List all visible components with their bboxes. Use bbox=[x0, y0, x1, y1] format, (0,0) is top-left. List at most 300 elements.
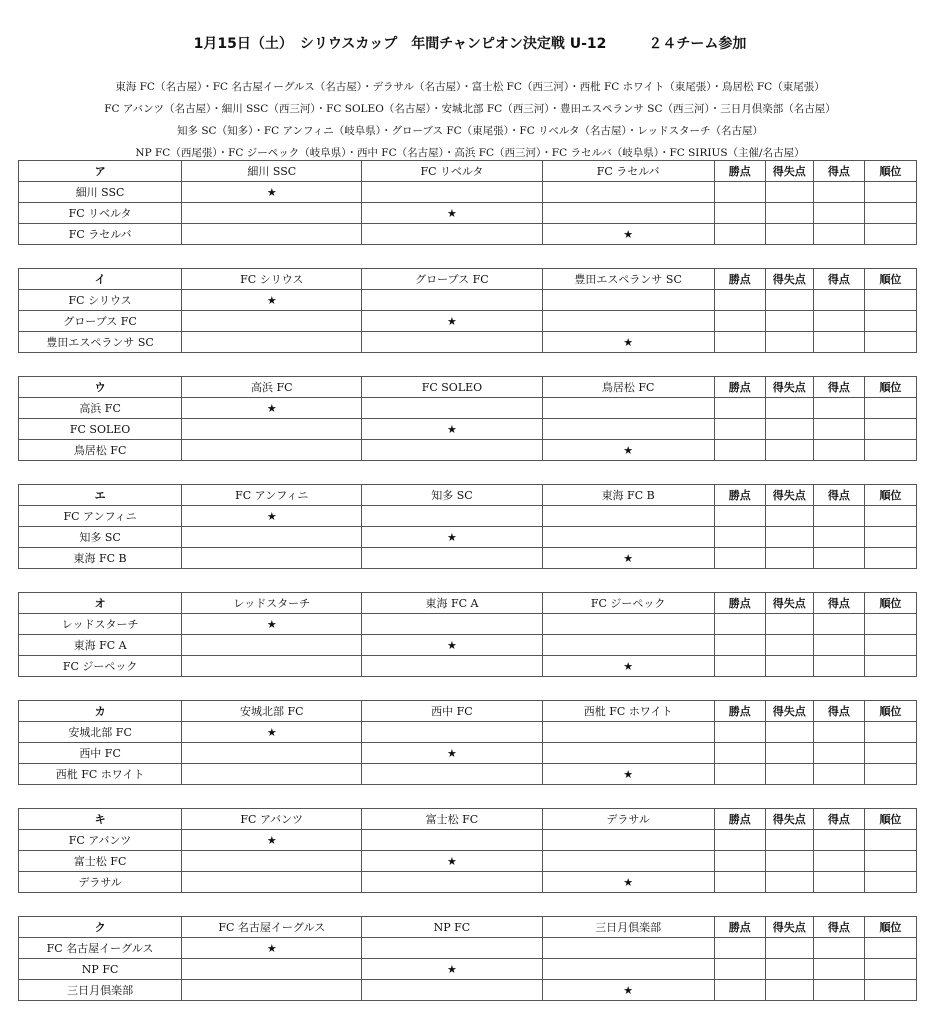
stat-cell bbox=[714, 506, 765, 527]
stat-cell bbox=[813, 872, 864, 893]
result-cell bbox=[542, 506, 714, 527]
table-row bbox=[19, 980, 917, 1001]
stat-cell bbox=[864, 398, 916, 419]
team-row-label: 東海 FC B bbox=[19, 548, 182, 569]
team-row-label: FC SOLEO bbox=[19, 419, 182, 440]
stat-cell bbox=[864, 440, 916, 461]
stat-cell bbox=[864, 656, 916, 677]
stat-header: 勝点 bbox=[714, 809, 765, 830]
result-cell bbox=[182, 764, 362, 785]
result-cell bbox=[542, 938, 714, 959]
self-match-star: ★ bbox=[182, 398, 362, 419]
self-match-star: ★ bbox=[182, 182, 362, 203]
self-match-star: ★ bbox=[362, 743, 542, 764]
stat-header: 得点 bbox=[813, 485, 864, 506]
team-row-label: 東海 FC A bbox=[19, 635, 182, 656]
team-row-label: FC ジーペック bbox=[19, 656, 182, 677]
stat-cell bbox=[765, 419, 813, 440]
stat-cell bbox=[765, 290, 813, 311]
table-row bbox=[19, 656, 917, 677]
stat-cell bbox=[765, 656, 813, 677]
team-row-label: デラサル bbox=[19, 872, 182, 893]
self-match-star: ★ bbox=[362, 959, 542, 980]
self-match-star: ★ bbox=[362, 527, 542, 548]
stat-cell bbox=[714, 440, 765, 461]
stat-header: 得失点 bbox=[765, 809, 813, 830]
result-cell bbox=[182, 440, 362, 461]
self-match-star: ★ bbox=[362, 851, 542, 872]
result-cell bbox=[362, 332, 542, 353]
group-header-row bbox=[19, 485, 917, 506]
participants-list bbox=[0, 76, 940, 164]
stat-cell bbox=[864, 635, 916, 656]
stat-cell bbox=[813, 722, 864, 743]
stat-cell bbox=[813, 203, 864, 224]
stat-header: 得失点 bbox=[765, 485, 813, 506]
table-row bbox=[19, 398, 917, 419]
stat-cell bbox=[714, 938, 765, 959]
stat-cell bbox=[813, 548, 864, 569]
stat-cell bbox=[765, 872, 813, 893]
stat-header: 勝点 bbox=[714, 269, 765, 290]
team-column-header: 東海 FC A bbox=[362, 593, 542, 614]
group-header-row bbox=[19, 377, 917, 398]
stat-cell bbox=[813, 938, 864, 959]
stat-cell bbox=[714, 764, 765, 785]
stat-cell bbox=[864, 203, 916, 224]
stat-header: 得点 bbox=[813, 269, 864, 290]
result-cell bbox=[362, 614, 542, 635]
group-header-row bbox=[19, 269, 917, 290]
result-cell bbox=[542, 311, 714, 332]
stat-cell bbox=[714, 203, 765, 224]
stat-cell bbox=[864, 182, 916, 203]
stat-header: 得失点 bbox=[765, 161, 813, 182]
team-column-header: デラサル bbox=[542, 809, 714, 830]
team-column-header: FC リベルタ bbox=[362, 161, 542, 182]
stat-cell bbox=[765, 440, 813, 461]
page-title: 1月15日（土） シリウスカップ 年間チャンピオン決定戦 U-12 ２４チーム参加 bbox=[193, 36, 747, 52]
group-header-row bbox=[19, 809, 917, 830]
team-row-label: 知多 SC bbox=[19, 527, 182, 548]
stat-cell bbox=[813, 182, 864, 203]
table-row bbox=[19, 959, 917, 980]
stat-cell bbox=[714, 851, 765, 872]
stat-cell bbox=[714, 290, 765, 311]
result-cell bbox=[362, 656, 542, 677]
self-match-star: ★ bbox=[542, 872, 714, 893]
stat-header: 順位 bbox=[864, 917, 916, 938]
stat-cell bbox=[813, 506, 864, 527]
team-column-header: 東海 FC B bbox=[542, 485, 714, 506]
group-header-row bbox=[19, 917, 917, 938]
stat-cell bbox=[765, 722, 813, 743]
team-column-header: FC ラセルバ bbox=[542, 161, 714, 182]
team-column-header: 安城北部 FC bbox=[182, 701, 362, 722]
result-cell bbox=[362, 764, 542, 785]
team-column-header: FC アバンツ bbox=[182, 809, 362, 830]
team-row-label: FC リベルタ bbox=[19, 203, 182, 224]
self-match-star: ★ bbox=[542, 656, 714, 677]
team-row-label: 西枇 FC ホワイト bbox=[19, 764, 182, 785]
group-table bbox=[18, 808, 917, 893]
team-column-header: FC アンフィニ bbox=[182, 485, 362, 506]
stat-cell bbox=[813, 398, 864, 419]
stat-cell bbox=[813, 311, 864, 332]
result-cell bbox=[182, 656, 362, 677]
stat-cell bbox=[864, 851, 916, 872]
group-table bbox=[18, 160, 917, 245]
table-row bbox=[19, 614, 917, 635]
result-cell bbox=[182, 224, 362, 245]
table-row bbox=[19, 851, 917, 872]
stat-header: 順位 bbox=[864, 809, 916, 830]
stat-cell bbox=[714, 743, 765, 764]
stat-header: 勝点 bbox=[714, 917, 765, 938]
result-cell bbox=[362, 938, 542, 959]
stat-header: 得点 bbox=[813, 701, 864, 722]
team-column-header: 高浜 FC bbox=[182, 377, 362, 398]
stat-header: 得点 bbox=[813, 377, 864, 398]
table-row bbox=[19, 224, 917, 245]
result-cell bbox=[182, 548, 362, 569]
stat-header: 得失点 bbox=[765, 593, 813, 614]
result-cell bbox=[182, 635, 362, 656]
stat-cell bbox=[813, 614, 864, 635]
result-cell bbox=[362, 830, 542, 851]
stat-cell bbox=[714, 182, 765, 203]
stat-cell bbox=[714, 398, 765, 419]
result-cell bbox=[182, 527, 362, 548]
table-row bbox=[19, 764, 917, 785]
stat-cell bbox=[714, 959, 765, 980]
team-row-label: FC 名古屋イーグルス bbox=[19, 938, 182, 959]
group-letter: ア bbox=[19, 161, 182, 182]
group-header-row bbox=[19, 701, 917, 722]
table-row bbox=[19, 290, 917, 311]
stat-cell bbox=[714, 980, 765, 1001]
result-cell bbox=[542, 635, 714, 656]
participants-line: 東海 FC（名古屋）・FC 名古屋イーグルス（名古屋）・デラサル（名古屋）・富士松 FC（西三河）・西枇 FC ホワイト（東尾張）・鳥居松 FC（東尾張） bbox=[115, 81, 825, 93]
stat-cell bbox=[765, 332, 813, 353]
result-cell bbox=[362, 548, 542, 569]
stat-cell bbox=[765, 398, 813, 419]
stat-cell bbox=[813, 635, 864, 656]
group-table bbox=[18, 376, 917, 461]
team-column-header: FC ジーペック bbox=[542, 593, 714, 614]
result-cell bbox=[182, 332, 362, 353]
stat-header: 勝点 bbox=[714, 701, 765, 722]
stat-cell bbox=[765, 764, 813, 785]
team-row-label: 安城北部 FC bbox=[19, 722, 182, 743]
result-cell bbox=[542, 743, 714, 764]
group-letter: ウ bbox=[19, 377, 182, 398]
stat-cell bbox=[813, 959, 864, 980]
self-match-star: ★ bbox=[182, 830, 362, 851]
team-row-label: 富士松 FC bbox=[19, 851, 182, 872]
team-column-header: 知多 SC bbox=[362, 485, 542, 506]
stat-cell bbox=[765, 203, 813, 224]
team-column-header: グローブス FC bbox=[362, 269, 542, 290]
table-row bbox=[19, 938, 917, 959]
stat-header: 勝点 bbox=[714, 485, 765, 506]
result-cell bbox=[362, 980, 542, 1001]
result-cell bbox=[362, 398, 542, 419]
result-cell bbox=[362, 182, 542, 203]
table-row bbox=[19, 872, 917, 893]
stat-header: 順位 bbox=[864, 377, 916, 398]
stat-header: 勝点 bbox=[714, 161, 765, 182]
stat-cell bbox=[864, 224, 916, 245]
team-column-header: レッドスターチ bbox=[182, 593, 362, 614]
stat-cell bbox=[864, 506, 916, 527]
team-column-header: FC 名古屋イーグルス bbox=[182, 917, 362, 938]
stat-header: 順位 bbox=[864, 161, 916, 182]
table-row bbox=[19, 332, 917, 353]
stat-cell bbox=[864, 830, 916, 851]
stat-cell bbox=[765, 851, 813, 872]
stat-cell bbox=[765, 182, 813, 203]
team-column-header: FC シリウス bbox=[182, 269, 362, 290]
table-row bbox=[19, 830, 917, 851]
stat-cell bbox=[714, 419, 765, 440]
self-match-star: ★ bbox=[542, 980, 714, 1001]
team-column-header: 富士松 FC bbox=[362, 809, 542, 830]
self-match-star: ★ bbox=[542, 764, 714, 785]
team-column-header: 豊田エスペランサ SC bbox=[542, 269, 714, 290]
stat-cell bbox=[765, 614, 813, 635]
self-match-star: ★ bbox=[542, 224, 714, 245]
result-cell bbox=[182, 959, 362, 980]
team-row-label: 西中 FC bbox=[19, 743, 182, 764]
result-cell bbox=[182, 419, 362, 440]
stat-cell bbox=[813, 527, 864, 548]
stat-cell bbox=[864, 743, 916, 764]
stat-header: 得失点 bbox=[765, 377, 813, 398]
team-column-header: 西枇 FC ホワイト bbox=[542, 701, 714, 722]
stat-header: 順位 bbox=[864, 593, 916, 614]
stat-cell bbox=[813, 980, 864, 1001]
result-cell bbox=[542, 290, 714, 311]
result-cell bbox=[542, 614, 714, 635]
stat-cell bbox=[813, 851, 864, 872]
result-cell bbox=[542, 419, 714, 440]
team-column-header: NP FC bbox=[362, 917, 542, 938]
stat-header: 得点 bbox=[813, 809, 864, 830]
team-row-label: レッドスターチ bbox=[19, 614, 182, 635]
stat-header: 得失点 bbox=[765, 701, 813, 722]
stat-header: 順位 bbox=[864, 269, 916, 290]
group-letter: ク bbox=[19, 917, 182, 938]
group-table bbox=[18, 916, 917, 1001]
team-row-label: FC シリウス bbox=[19, 290, 182, 311]
result-cell bbox=[542, 851, 714, 872]
stat-cell bbox=[765, 311, 813, 332]
team-row-label: NP FC bbox=[19, 959, 182, 980]
result-cell bbox=[362, 224, 542, 245]
table-row bbox=[19, 203, 917, 224]
stat-cell bbox=[864, 332, 916, 353]
result-cell bbox=[182, 851, 362, 872]
stat-header: 得失点 bbox=[765, 917, 813, 938]
team-row-label: グローブス FC bbox=[19, 311, 182, 332]
group-letter: イ bbox=[19, 269, 182, 290]
stat-cell bbox=[813, 656, 864, 677]
stat-cell bbox=[765, 527, 813, 548]
stat-cell bbox=[714, 656, 765, 677]
team-column-header: 西中 FC bbox=[362, 701, 542, 722]
stat-cell bbox=[714, 224, 765, 245]
team-column-header: 鳥居松 FC bbox=[542, 377, 714, 398]
stat-cell bbox=[714, 614, 765, 635]
stat-cell bbox=[765, 980, 813, 1001]
group-letter: キ bbox=[19, 809, 182, 830]
stat-cell bbox=[864, 290, 916, 311]
result-cell bbox=[542, 398, 714, 419]
group-table bbox=[18, 268, 917, 353]
stat-header: 得点 bbox=[813, 593, 864, 614]
stat-cell bbox=[714, 830, 765, 851]
table-row bbox=[19, 440, 917, 461]
stat-cell bbox=[765, 548, 813, 569]
self-match-star: ★ bbox=[362, 635, 542, 656]
result-cell bbox=[362, 440, 542, 461]
stat-cell bbox=[864, 872, 916, 893]
table-row bbox=[19, 311, 917, 332]
table-row bbox=[19, 722, 917, 743]
self-match-star: ★ bbox=[182, 722, 362, 743]
table-row bbox=[19, 635, 917, 656]
self-match-star: ★ bbox=[182, 290, 362, 311]
stat-header: 勝点 bbox=[714, 377, 765, 398]
self-match-star: ★ bbox=[542, 332, 714, 353]
stat-cell bbox=[864, 548, 916, 569]
self-match-star: ★ bbox=[362, 203, 542, 224]
stat-cell bbox=[864, 764, 916, 785]
table-row bbox=[19, 527, 917, 548]
stat-cell bbox=[864, 527, 916, 548]
group-letter: オ bbox=[19, 593, 182, 614]
stat-cell bbox=[864, 419, 916, 440]
team-row-label: FC ラセルバ bbox=[19, 224, 182, 245]
table-row bbox=[19, 419, 917, 440]
stat-cell bbox=[813, 830, 864, 851]
stat-header: 得点 bbox=[813, 161, 864, 182]
stat-cell bbox=[714, 332, 765, 353]
table-row bbox=[19, 182, 917, 203]
stat-cell bbox=[765, 224, 813, 245]
result-cell bbox=[542, 527, 714, 548]
stat-header: 得点 bbox=[813, 917, 864, 938]
self-match-star: ★ bbox=[182, 938, 362, 959]
self-match-star: ★ bbox=[542, 548, 714, 569]
stat-cell bbox=[714, 635, 765, 656]
stat-cell bbox=[813, 290, 864, 311]
group-table bbox=[18, 700, 917, 785]
result-cell bbox=[542, 203, 714, 224]
result-cell bbox=[182, 980, 362, 1001]
result-cell bbox=[182, 311, 362, 332]
result-cell bbox=[542, 959, 714, 980]
table-row bbox=[19, 743, 917, 764]
group-table bbox=[18, 592, 917, 677]
team-row-label: FC アンフィニ bbox=[19, 506, 182, 527]
stat-cell bbox=[864, 980, 916, 1001]
result-cell bbox=[542, 830, 714, 851]
stat-cell bbox=[714, 548, 765, 569]
stat-header: 勝点 bbox=[714, 593, 765, 614]
result-cell bbox=[182, 743, 362, 764]
stat-cell bbox=[714, 527, 765, 548]
participants-line: 知多 SC（知多）・FC アンフィニ（岐阜県）・グローブス FC（東尾張）・FC リベルタ（名古屋）・レッドスターチ（名古屋） bbox=[177, 125, 763, 137]
team-row-label: 細川 SSC bbox=[19, 182, 182, 203]
stat-cell bbox=[714, 311, 765, 332]
team-row-label: 高浜 FC bbox=[19, 398, 182, 419]
stat-cell bbox=[765, 938, 813, 959]
stat-cell bbox=[813, 224, 864, 245]
result-cell bbox=[362, 506, 542, 527]
table-row bbox=[19, 548, 917, 569]
self-match-star: ★ bbox=[182, 506, 362, 527]
participants-line: NP FC（西尾張）・FC ジーペック（岐阜県）・西中 FC（名古屋）・高浜 FC（西三河）・FC ラセルバ（岐阜県）・FC SIRIUS（主催/名古屋） bbox=[135, 147, 805, 159]
result-cell bbox=[542, 722, 714, 743]
stat-cell bbox=[714, 872, 765, 893]
self-match-star: ★ bbox=[542, 440, 714, 461]
self-match-star: ★ bbox=[182, 614, 362, 635]
stat-cell bbox=[765, 743, 813, 764]
group-letter: エ bbox=[19, 485, 182, 506]
group-table bbox=[18, 484, 917, 569]
result-cell bbox=[362, 872, 542, 893]
group-header-row bbox=[19, 593, 917, 614]
table-row bbox=[19, 506, 917, 527]
stat-cell bbox=[765, 959, 813, 980]
self-match-star: ★ bbox=[362, 311, 542, 332]
stat-cell bbox=[714, 722, 765, 743]
team-row-label: 鳥居松 FC bbox=[19, 440, 182, 461]
result-cell bbox=[182, 872, 362, 893]
stat-header: 得失点 bbox=[765, 269, 813, 290]
stat-cell bbox=[864, 614, 916, 635]
team-row-label: FC アバンツ bbox=[19, 830, 182, 851]
result-cell bbox=[542, 182, 714, 203]
team-column-header: FC SOLEO bbox=[362, 377, 542, 398]
stat-cell bbox=[864, 938, 916, 959]
participants-line: FC アバンツ（名古屋）・細川 SSC（西三河）・FC SOLEO（名古屋）・安城北部 FC（西三河）・豊田エスペランサ SC（西三河）・三日月倶楽部（名古屋） bbox=[104, 103, 836, 115]
result-cell bbox=[362, 290, 542, 311]
stat-cell bbox=[864, 959, 916, 980]
stat-header: 順位 bbox=[864, 485, 916, 506]
team-column-header: 三日月倶楽部 bbox=[542, 917, 714, 938]
group-header-row bbox=[19, 161, 917, 182]
stat-cell bbox=[813, 440, 864, 461]
team-column-header: 細川 SSC bbox=[182, 161, 362, 182]
stat-cell bbox=[864, 722, 916, 743]
stat-cell bbox=[813, 419, 864, 440]
group-letter: カ bbox=[19, 701, 182, 722]
stat-cell bbox=[813, 764, 864, 785]
stat-cell bbox=[765, 830, 813, 851]
stat-cell bbox=[864, 311, 916, 332]
team-row-label: 豊田エスペランサ SC bbox=[19, 332, 182, 353]
stat-header: 順位 bbox=[864, 701, 916, 722]
result-cell bbox=[362, 722, 542, 743]
stat-cell bbox=[813, 743, 864, 764]
stat-cell bbox=[765, 506, 813, 527]
team-row-label: 三日月倶楽部 bbox=[19, 980, 182, 1001]
stat-cell bbox=[813, 332, 864, 353]
result-cell bbox=[182, 203, 362, 224]
